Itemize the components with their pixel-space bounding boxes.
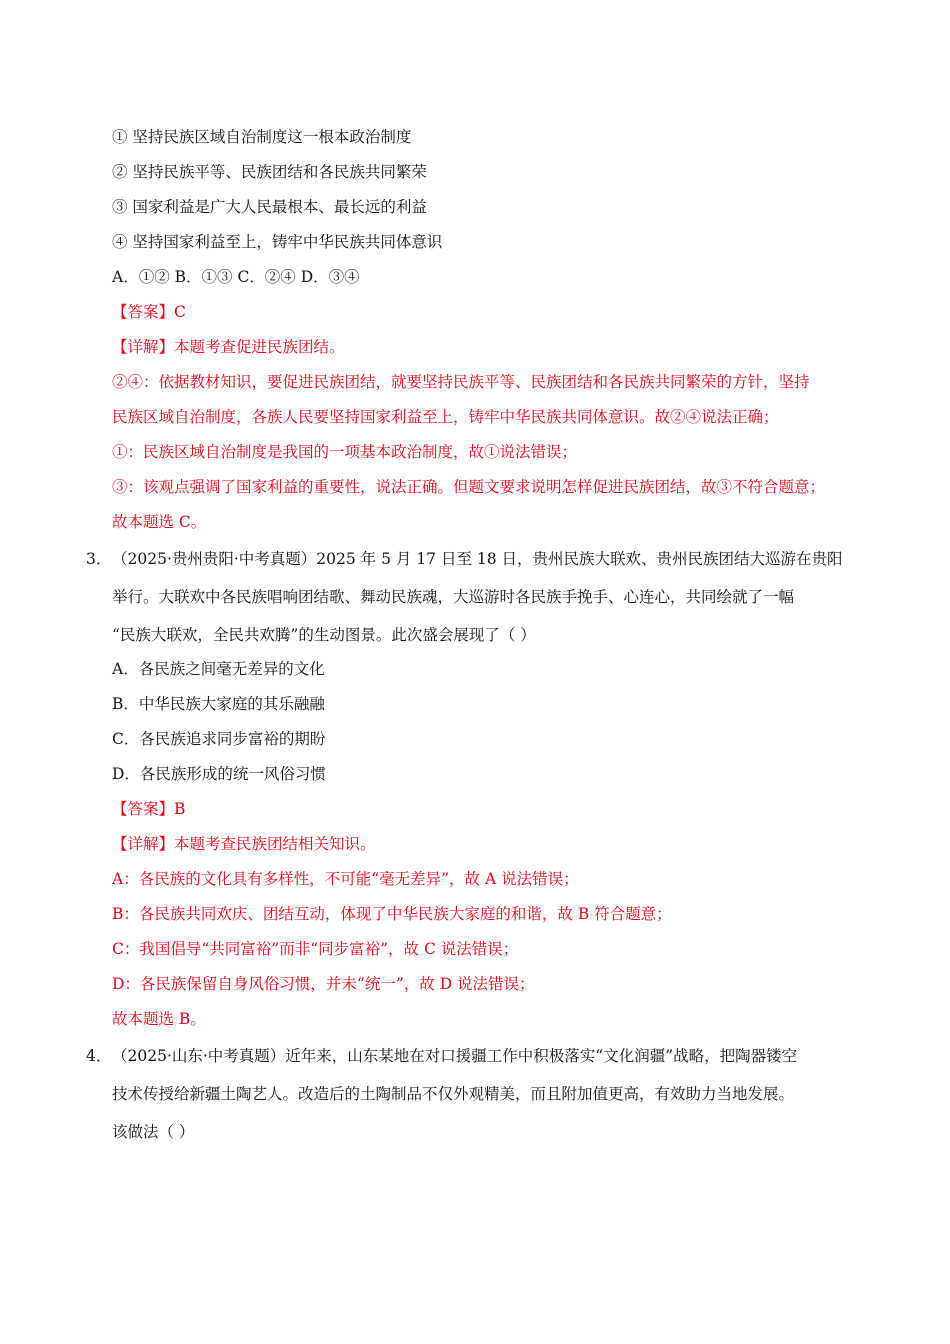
q4-stem-line: 技术传授给新疆土陶艺人。改造后的土陶制品不仅外观精美，而且附加值更高，有效助力当地发展。: [112, 1085, 795, 1103]
statement-4: ④ 坚持国家利益至上，铸牢中华民族共同体意识: [112, 233, 443, 251]
q4-stem-line: （2025·山东·中考真题）近年来，山东某地在对口援疆工作中积极落实“文化润疆”战略，把陶器镂空: [112, 1047, 798, 1065]
q2-analysis-line: ②④：依据教材知识，要促进民族团结，就要坚持民族平等、民族团结和各民族共同繁荣的方针，坚持: [112, 373, 810, 391]
statement-1: ① 坚持民族区域自治制度这一根本政治制度: [112, 128, 412, 146]
statement-3: ③ 国家利益是广大人民最根本、最长远的利益: [112, 198, 427, 216]
q3-answer: 【答案】B: [112, 800, 186, 818]
q3-stem-line: “民族大联欢，全民共欢腾”的生动图景。此次盛会展现了（ ）: [112, 626, 536, 644]
q3-analysis-b: B：各民族共同欢庆、团结互动，体现了中华民族大家庭的和谐，故 B 符合题意；: [112, 905, 672, 923]
q3-analysis-d: D：各民族保留自身风俗习惯，并未“统一”，故 D 说法错误；: [112, 975, 535, 993]
q3-option-c: C．各民族追求同步富裕的期盼: [112, 730, 326, 748]
q2-detail-title: 【详解】本题考查促进民族团结。: [112, 338, 345, 356]
q2-analysis-line: ③：该观点强调了国家利益的重要性，说法正确。但题文要求说明怎样促进民族团结，故③不符合题意；: [112, 478, 826, 496]
q3-option-b: B．中华民族大家庭的其乐融融: [112, 695, 325, 713]
q2-options: A．①② B．①③ C．②④ D．③④: [112, 268, 360, 286]
q3-conclusion: 故本题选 B。: [112, 1010, 206, 1028]
q2-conclusion: 故本题选 C。: [112, 513, 207, 531]
q2-analysis-line: 民族区域自治制度，各族人民要坚持国家利益至上，铸牢中华民族共同体意识。故②④说法正确；: [112, 408, 779, 426]
q3-option-d: D．各民族形成的统一风俗习惯: [112, 765, 326, 783]
q2-analysis-line: ①：民族区域自治制度是我国的一项基本政治制度，故①说法错误；: [112, 443, 578, 461]
q3-number: 3．: [86, 550, 112, 568]
q3-option-a: A．各民族之间毫无差异的文化: [112, 660, 325, 678]
q3-analysis-a: A：各民族的文化具有多样性，不可能“毫无差异”，故 A 说法错误；: [112, 870, 579, 888]
q3-detail-title: 【详解】本题考查民族团结相关知识。: [112, 835, 376, 853]
q4-stem-line: 该做法（ ）: [112, 1123, 195, 1141]
q3-analysis-c: C：我国倡导“共同富裕”而非“同步富裕”，故 C 说法错误；: [112, 940, 519, 958]
q4-number: 4．: [86, 1047, 112, 1065]
q2-answer: 【答案】C: [112, 303, 186, 321]
q3-stem-line: 举行。大联欢中各民族唱响团结歌、舞动民族魂，大巡游时各民族手挽手、心连心，共同绘就了一幅: [112, 588, 795, 606]
statement-2: ② 坚持民族平等、民族团结和各民族共同繁荣: [112, 163, 427, 181]
q3-stem-line: （2025·贵州贵阳·中考真题）2025 年 5 月 17 日至 18 日，贵州民族大联欢、贵州民族团结大巡游在贵阳: [112, 550, 843, 568]
